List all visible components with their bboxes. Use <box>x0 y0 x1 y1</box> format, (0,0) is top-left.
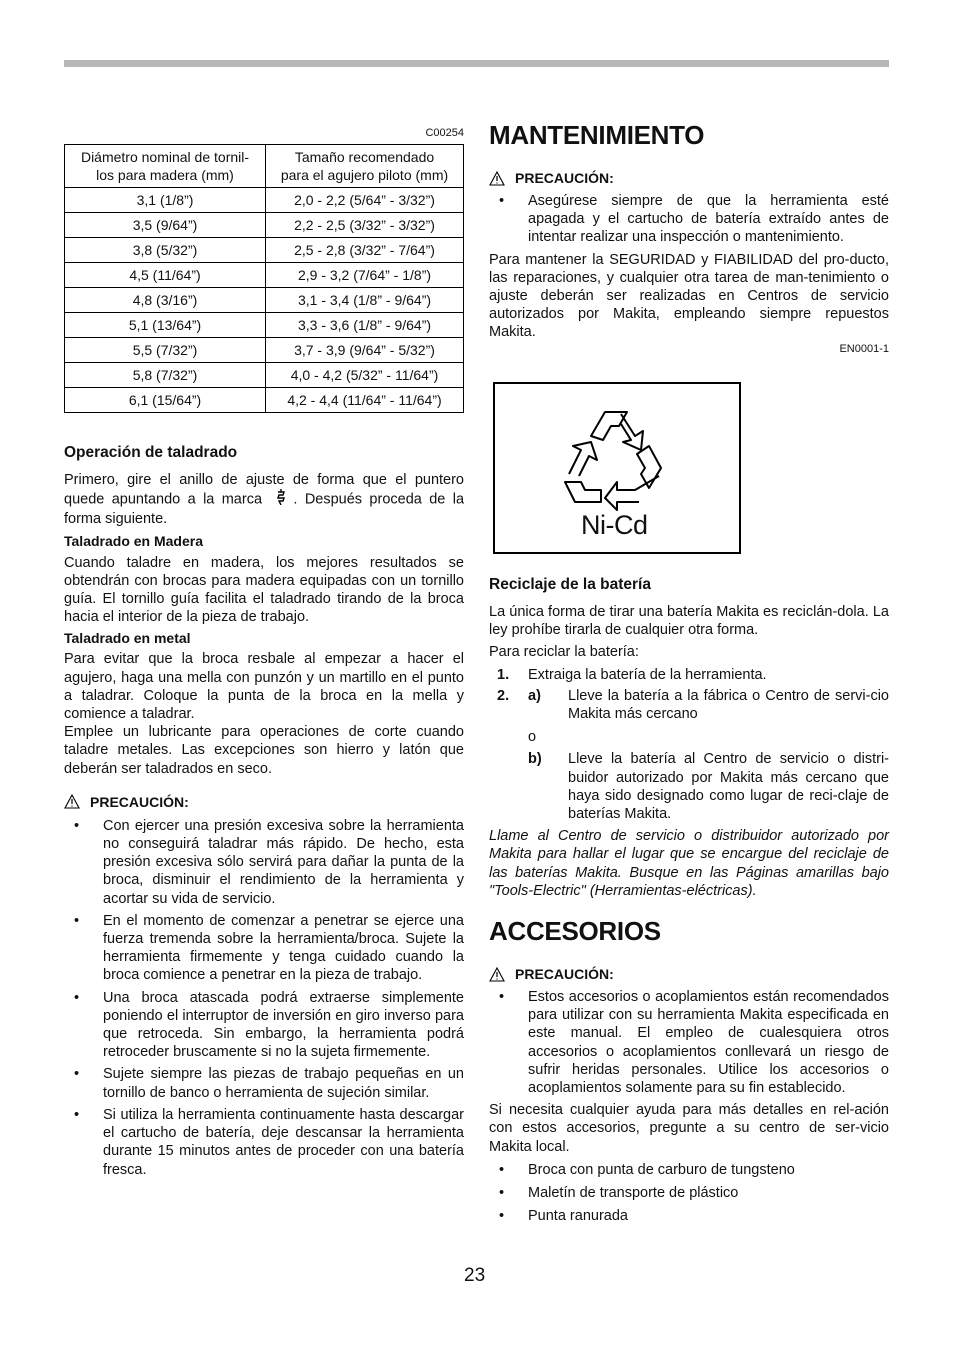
table-row: 4,8 (3/16”) 3,1 - 3,4 (1/8” - 9/64”) <box>65 288 464 313</box>
list-item: • Con ejercer una presión excesiva sobre la herramienta no conseguirá taladrar más rápido. De hecho, esta presión excesiva sólo servirá para dañar la punta de la broca, disminuir el rendimiento de la herramienta y acortar su vida de servicio. <box>64 817 464 908</box>
metal-subtitle: Taladrado en metal <box>64 630 191 647</box>
accessories-paragraph: Si necesita cualquier ayuda para más detalles en rel-ación con estos accesorios, pregunte a su centro de ser-vicio Makita local. <box>489 1102 889 1155</box>
maintenance-code: EN0001-1 <box>839 342 889 355</box>
header-rule <box>64 60 889 67</box>
list-item: • Si utiliza la herramienta continuamente hasta descargar el cartucho de batería, deje descansar la herramienta durante 15 minutos antes de proceder con una batería fresca. <box>64 1106 464 1179</box>
recycling-step-2b: b) Lleve la batería al Centro de servicio o distri-buidor autorizado por Makita más cercano que haya sido designado como lugar de reci-claje de baterías Makita. <box>528 751 889 823</box>
list-item: • Estos accesorios o acoplamientos están recomendados para utilizar con su herramienta Makita especificada en este manual. El empleo de cualesquiera otros accesorios o acoplamientos conllevará un riesgo de sufrir heridas personales. Utilice los accesorios o acoplamientos solamente para su fin establecido. <box>489 988 889 1097</box>
list-item: • En el momento de comenzar a penetrar se ejerce una fuerza tremenda sobre la herramienta/broca. Sujete la herramienta firmemente y tenga cuidado cuando la broca comience a penetrar en la pieza de trabajo. <box>64 912 464 985</box>
drilling-caution-list <box>64 817 464 1179</box>
metal-paragraph-2: Emplee un lubricante para operaciones de corte cuando taladre metales. Las excepciones son hierro y latón que deberán ser taladrados en seco. <box>64 724 464 777</box>
list-item: • Maletín de transporte de plástico <box>489 1184 889 1202</box>
wood-paragraph: Cuando taladre en madera, los mejores resultados se obtendrán con brocas para madera equipadas con un tornillo guía. El tornillo guía facilita el taladrado tirando de la broca hacia el interior de la pieza de trabajo. <box>64 554 464 626</box>
recycling-italic-note: Llame al Centro de servicio o distribuidor autorizado por Makita para hallar el lugar que se encargue del reciclaje de las baterías Makita. Busque en las Páginas amarillas bajo "Tools-Electric" (Herramientas-eléctricas). <box>489 828 889 899</box>
table-header-screw-diameter: Diámetro nominal de tornil- los para madera (mm) <box>65 145 266 188</box>
maintenance-title: MANTENIMIENTO <box>489 120 705 150</box>
list-item: • Punta ranurada <box>489 1207 889 1225</box>
table-row: 3,8 (5/32”) 2,5 - 2,8 (3/32” - 7/64”) <box>65 238 464 263</box>
recycle-symbol-box <box>493 382 741 554</box>
caution-heading: PRECAUCIÓN: <box>489 170 889 186</box>
page-number: 23 <box>464 1265 486 1286</box>
list-item: • Broca con punta de carburo de tungsteno <box>489 1161 889 1179</box>
recycling-step-1: 1. Extraiga la batería de la herramienta. <box>497 666 767 683</box>
warning-triangle-icon <box>489 171 505 186</box>
list-item: • Asegúrese siempre de que la herramienta esté apagada y el cartucho de batería extraído antes de intentar realizar una inspección o mantenimiento. <box>489 192 889 247</box>
recycling-title: Reciclaje de la batería <box>489 576 651 593</box>
table-row: 3,5 (9/64”) 2,2 - 2,5 (3/32” - 3/32”) <box>65 213 464 238</box>
table-row: 5,8 (7/32”) 4,0 - 4,2 (5/32” - 11/64”) <box>65 363 464 388</box>
caution-heading: PRECAUCIÓN: <box>64 794 464 810</box>
accessories-title: ACCESORIOS <box>489 916 661 946</box>
recycling-step-or: o <box>528 729 537 746</box>
drilling-paragraph: Primero, gire el anillo de ajuste de forma que el puntero quede apuntando a la marca . Después proceda de la forma siguiente. <box>64 472 465 528</box>
ni-cd-label: Ni-Cd <box>581 510 648 540</box>
list-item: • Sujete siempre las piezas de trabajo pequeñas en un tornillo de banco o herramienta de sujeción similar. <box>64 1065 464 1101</box>
table-row: 5,1 (13/64”) 3,3 - 3,6 (1/8” - 9/64”) <box>65 313 464 338</box>
warning-triangle-icon <box>64 794 80 809</box>
recycling-paragraph-1: La única forma de tirar una batería Makita es reciclán-dola. La ley prohíbe tirarla de cualquier otra forma. <box>489 604 889 639</box>
table-row: 4,5 (11/64”) 2,9 - 3,2 (7/64” - 1/8”) <box>65 263 464 288</box>
accessories-caution-list <box>489 988 889 1097</box>
recycling-paragraph-2: Para reciclar la batería: <box>489 644 639 661</box>
table-header-pilot-hole: Tamaño recomendado para el agujero piloto (mm) <box>266 145 464 188</box>
maintenance-paragraph: Para mantener la SEGURIDAD y FIABILIDAD del pro-ducto, las reparaciones, y cualquier otra tarea de man-tenimiento o ajuste deberán ser realizadas en Centros de servicio autorizados por Makita, empleando siempre repuestos Makita. <box>489 251 889 341</box>
drilling-section-title: Operación de taladrado <box>64 444 238 461</box>
metal-paragraph-1: Para evitar que la broca resbale al empezar a hacer el agujero, haga una mella con punzón y un martillo en el punto a taladrar. Coloque la punta de la broca en la mella y comience a taladrar. <box>64 651 464 723</box>
maintenance-caution-list <box>489 192 889 247</box>
list-item: • Una broca atascada podrá extraerse simplemente poniendo el interruptor de inversión en giro inverso para que retroceda. Sin embargo, la herramienta podrá retroceder bruscamente si no la sujeta firmemente. <box>64 989 464 1062</box>
table-row: 3,1 (1/8”) 2,0 - 2,2 (5/64” - 3/32”) <box>65 188 464 213</box>
recycling-step-2a: 2. a) Lleve la batería a la fábrica o Centro de servi-cio Makita más cercano <box>497 687 889 723</box>
warning-triangle-icon <box>489 967 505 982</box>
accessories-list <box>489 1161 889 1226</box>
table-row: 5,5 (7/32”) 3,7 - 3,9 (9/64” - 5/32”) <box>65 338 464 363</box>
wood-subtitle: Taladrado en Madera <box>64 532 204 549</box>
screw-pilot-hole-table <box>64 144 464 413</box>
drill-mode-icon <box>269 489 293 510</box>
table-row: 6,1 (15/64”) 4,2 - 4,4 (11/64” - 11/64”) <box>65 388 464 413</box>
caution-heading: PRECAUCIÓN: <box>489 966 889 982</box>
table-code: C00254 <box>425 127 464 139</box>
recycle-icon <box>561 406 671 511</box>
